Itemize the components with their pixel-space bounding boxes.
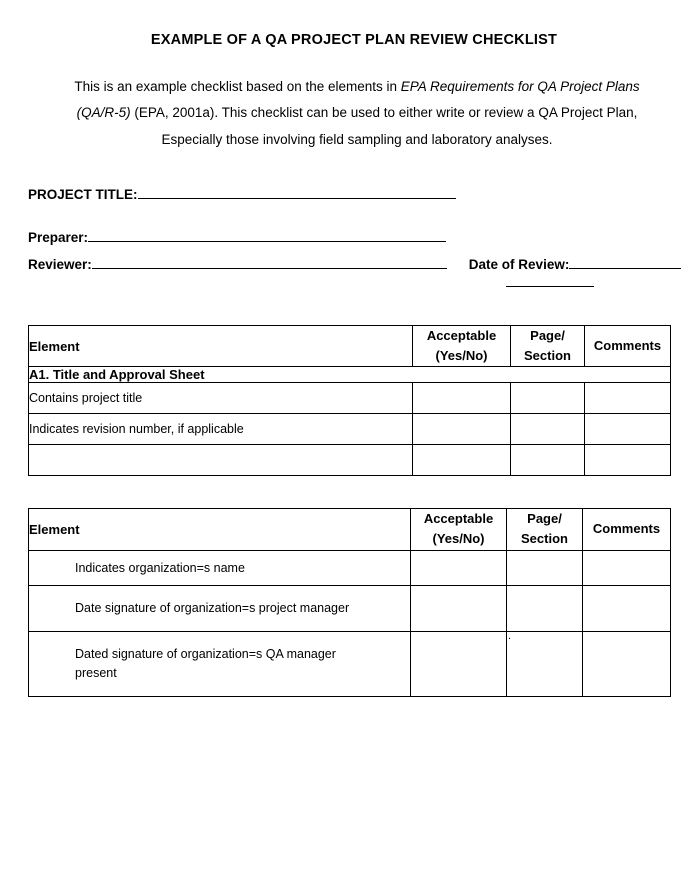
cell-page-section[interactable]	[507, 632, 583, 697]
cell-page-section[interactable]	[511, 414, 585, 445]
header-page-line2: Section	[521, 531, 568, 547]
page-title: EXAMPLE OF A QA PROJECT PLAN REVIEW CHECKLIST	[150, 32, 558, 48]
header-page-line1: Page/	[527, 511, 562, 527]
form-fields	[28, 187, 686, 287]
header-comments: Comments	[583, 509, 671, 550]
row-label-line2: present	[75, 665, 117, 680]
header-page-line2: Section	[524, 348, 571, 364]
cell-comments[interactable]	[583, 586, 671, 632]
table-row	[29, 414, 671, 445]
preparer-label: Preparer:	[28, 229, 89, 245]
reviewer-label: Reviewer:	[28, 256, 92, 272]
row-label	[29, 445, 413, 476]
table-row	[29, 367, 671, 383]
preparer-row	[28, 230, 686, 245]
row-label: Contains project title	[29, 383, 413, 414]
header-element: Element	[29, 325, 413, 366]
cell-acceptable[interactable]	[413, 445, 511, 476]
header-acceptable-line1: Acceptable	[423, 511, 494, 527]
header-acceptable-line2: (Yes/No)	[435, 348, 488, 364]
cell-comments[interactable]	[585, 414, 671, 445]
cell-acceptable[interactable]	[411, 586, 507, 632]
header-page-line1: Page/	[530, 327, 565, 343]
cell-comments[interactable]	[583, 550, 671, 586]
page-marker: .	[508, 630, 512, 642]
table-row	[29, 632, 671, 697]
reviewer-input[interactable]	[92, 268, 447, 269]
header-element: Element	[29, 509, 411, 550]
row-label-line1: Dated signature of organization=s QA manager	[75, 647, 336, 661]
row-label: Indicates organization=s name	[29, 550, 411, 586]
date-of-review-input[interactable]	[569, 268, 681, 269]
header-acceptable	[411, 509, 507, 550]
cell-acceptable[interactable]	[413, 383, 511, 414]
table-row	[29, 445, 671, 476]
checklist-table-1	[28, 325, 671, 476]
date-of-review-input-continued[interactable]	[506, 286, 594, 287]
cell-acceptable[interactable]	[413, 414, 511, 445]
header-acceptable	[413, 325, 511, 366]
header-acceptable-line1: Acceptable	[426, 327, 497, 343]
table-row	[29, 586, 671, 632]
intro-text-part4: Especially those involving field sampling and laboratory analyses.	[161, 131, 553, 147]
row-label: Indicates revision number, if applicable	[29, 414, 413, 445]
cell-page-section[interactable]	[511, 445, 585, 476]
intro-text-part3: (EPA, 2001a). This checklist can be used to either write or review a QA Project Plan,	[130, 105, 638, 121]
intro-text-part1: This is an example checklist based on the elements in	[74, 79, 401, 94]
cell-acceptable[interactable]	[411, 632, 507, 697]
project-title-label: PROJECT TITLE:	[28, 186, 138, 202]
cell-page-section[interactable]	[511, 383, 585, 414]
project-title-row	[28, 187, 686, 202]
intro-emphasis-1: EPA Requirements for QA Project Plans	[400, 79, 640, 94]
cell-page-section[interactable]	[507, 550, 583, 586]
cell-page-section[interactable]	[507, 586, 583, 632]
table-row	[29, 383, 671, 414]
project-title-input[interactable]	[138, 198, 456, 199]
table-row	[29, 550, 671, 586]
intro-emphasis-2: (QA/R-5)	[76, 105, 131, 121]
date-of-review-label: Date of Review:	[468, 256, 570, 272]
table-header-row	[29, 325, 671, 366]
header-page-section	[507, 509, 583, 550]
row-label: Date signature of organization=s project manager	[29, 586, 411, 632]
intro-paragraph	[62, 74, 652, 153]
row-label-multiline	[29, 632, 411, 697]
checklist-table-2	[28, 508, 671, 696]
cell-comments[interactable]	[585, 383, 671, 414]
header-acceptable-line2: (Yes/No)	[432, 531, 485, 547]
header-comments: Comments	[585, 325, 671, 366]
cell-comments[interactable]	[585, 445, 671, 476]
section-heading-a1: A1. Title and Approval Sheet	[29, 367, 671, 383]
preparer-input[interactable]	[88, 241, 446, 242]
reviewer-row	[28, 257, 686, 272]
header-page-section	[511, 325, 585, 366]
cell-acceptable[interactable]	[411, 550, 507, 586]
table-header-row	[29, 509, 671, 550]
cell-comments[interactable]	[583, 632, 671, 697]
